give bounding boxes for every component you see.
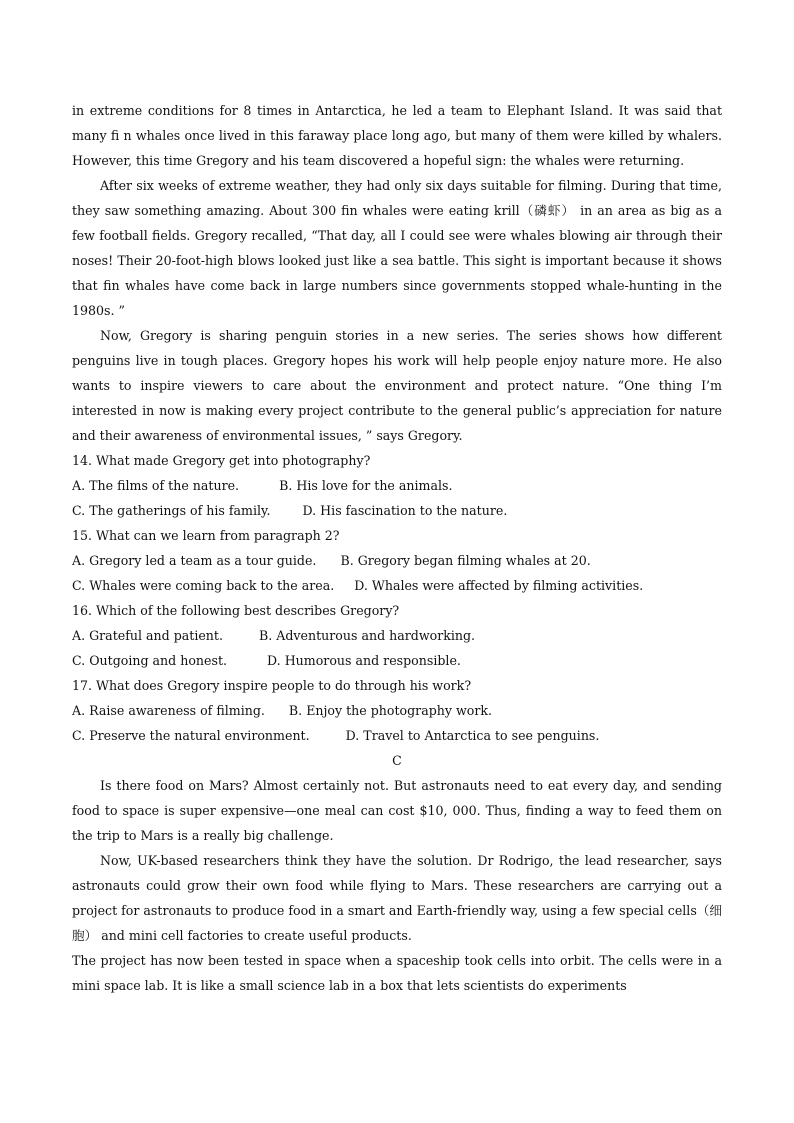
options-row: C. Preserve the natural environment. D. Travel to Antarctica to see penguins. [72,728,600,743]
question-15 [72,523,722,598]
passage-c-paragraph-3: The project has now been tested in space when a spaceship took cells into orbit. The cells were in a mini space lab. It is like a small science lab in a box that lets scientists do experiments [72,953,722,993]
passage-c-paragraph-1: Is there food on Mars? Almost certainly not. But astronauts need to eat every day, and sending food to space is super expensive—one meal can cost $10, 000. Thus, finding a way to feed them on the trip to Mars is a really big challenge. [72,778,722,843]
question-stem: 14. What made Gregory get into photography? [72,453,371,468]
question-16 [72,598,722,673]
passage-b-paragraph-2: After six weeks of extreme weather, they had only six days suitable for filming. During that time, they saw something amazing. About 300 fin whales were eating krill（磷虾） in an area as big as a few football fields. Gregory recalled, “That day, all I could see were whales blowing air through their noses! Their 20-foot-high blows looked just like a sea battle. This sight is important because it shows that fin whales have come back in large numbers since governments stopped whale-hunting in the 1980s. ” [72,178,722,318]
passage-b-paragraph-1: in extreme conditions for 8 times in Antarctica, he led a team to Elephant Island. It was said that many fi n whales once lived in this faraway place long ago, but many of them were killed by whalers. However, this time Gregory and his team discovered a hopeful sign: the whales were returning. [72,103,722,168]
options-row: A. Gregory led a team as a tour guide. B. Gregory began filming whales at 20. [72,553,591,568]
question-14 [72,448,722,523]
question-stem: 17. What does Gregory inspire people to do through his work? [72,678,472,693]
question-stem: 15. What can we learn from paragraph 2? [72,528,340,543]
options-row: A. The films of the nature. B. His love for the animals. [72,478,453,493]
options-row: A. Raise awareness of filming. B. Enjoy the photography work. [72,703,493,718]
options-row: C. Outgoing and honest. D. Humorous and responsible. [72,653,461,668]
options-row: C. The gatherings of his family. D. His fascination to the nature. [72,503,508,518]
passage-b-paragraph-3: Now, Gregory is sharing penguin stories in a new series. The series shows how different penguins live in tough places. Gregory hopes his work will help people enjoy nature more. He also wants to inspire viewers to care about the environment and protect nature. “One thing I’m interested in now is making every project contribute to the general public’s appreciation for nature and their awareness of environmental issues, ” says Gregory. [72,328,722,443]
document-page [72,98,722,998]
options-row: A. Grateful and patient. B. Adventurous and hardworking. [72,628,476,643]
passage-c-paragraph-2: Now, UK-based researchers think they have the solution. Dr Rodrigo, the lead researcher, says astronauts could grow their own food while flying to Mars. These researchers are carrying out a project for astronauts to produce food in a smart and Earth-friendly way, using a few special cells（细胞） and mini cell factories to create useful products. [72,853,722,943]
passage-c-heading: C [392,753,402,768]
question-stem: 16. Which of the following best describes Gregory? [72,603,400,618]
question-17 [72,673,722,748]
options-row: C. Whales were coming back to the area. D. Whales were affected by filming activities. [72,578,644,593]
